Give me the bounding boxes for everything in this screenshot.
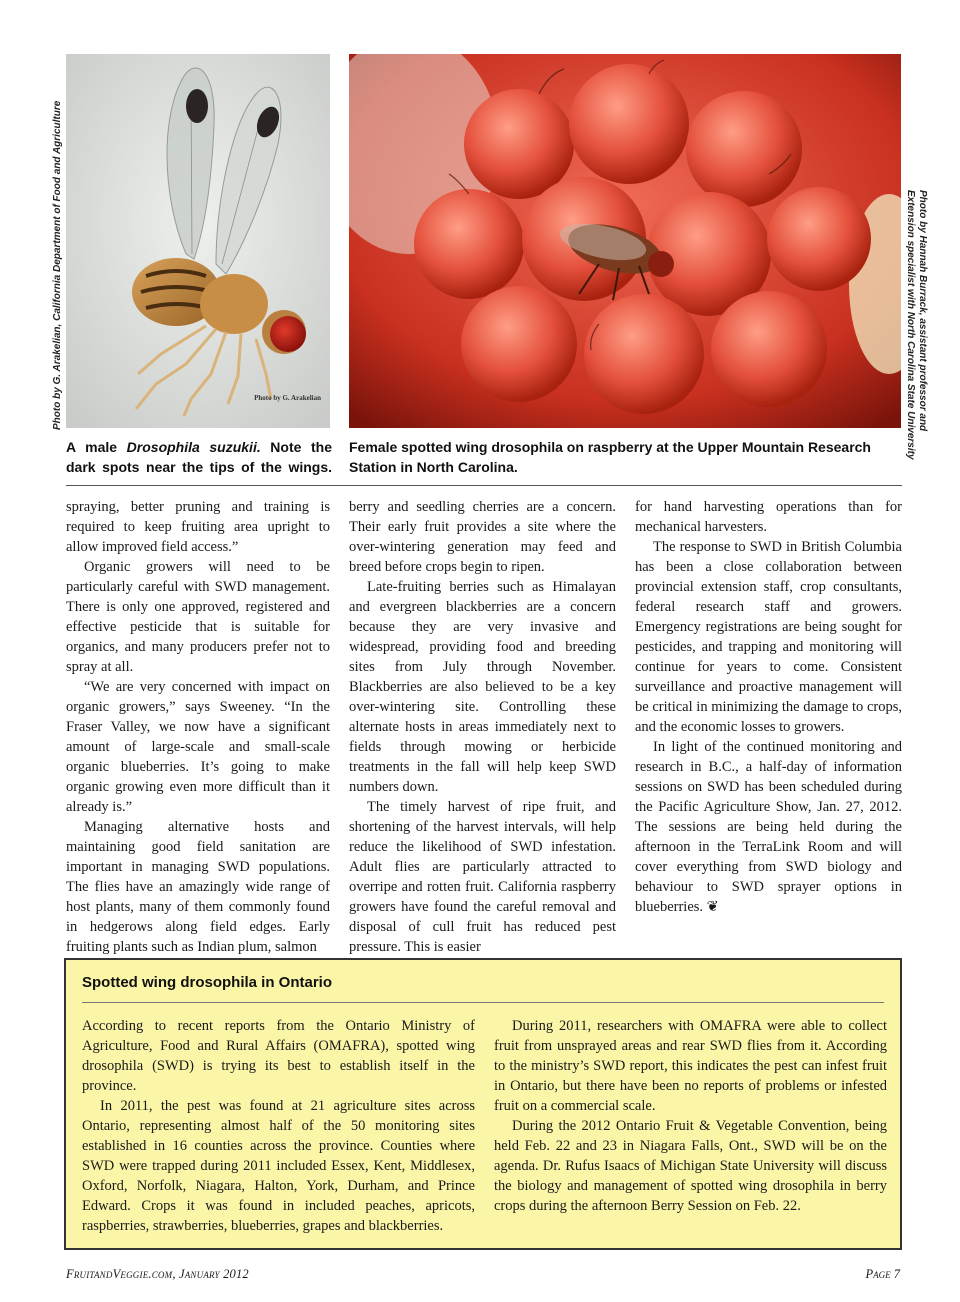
caption-left-text-2: Note the dark spots near the tips of the wings. bbox=[66, 439, 332, 475]
paragraph: Late-fruiting berries such as Himalayan and evergreen blackberries are a concern because they are very invasive and widespread, providing food and breeding sites from July through November. Blackberries are also believed to be a key over-wintering site. Controlling these alternate hosts in areas immediately next to fields through mowing or herbicide treatments in the fall will help keep SWD numbers down. bbox=[349, 579, 616, 795]
caption-left-text: A male bbox=[66, 439, 127, 455]
paragraph: berry and seedling cherries are a concern. Their early fruit provides a site where the over-wintering generation may feed and breed before crops begin to ripen. bbox=[349, 499, 616, 575]
paragraph: Managing alternative hosts and maintaining good field sanitation are important in managing SWD populations. The flies have an amazingly wide range of host plants, many of them commonly found in hedgerows along field edges. Early fruiting plants such as Indian plum, salmon bbox=[66, 819, 330, 955]
paragraph: In 2011, the pest was found at 21 agriculture sites across Ontario, representing almost half of the 50 monitoring sites established in 16 counties across the province. Counties where SWD were trapped during 2011 included Essex, Kent, Middlesex, Oxford, Norfolk, Niagara, Halton, York, Durham, and Prince Edward. Crops it was found in included peaches, apricots, raspberries, strawberries, blueberries, grapes and blackberries. bbox=[82, 1098, 475, 1234]
caption-female-fly: Female spotted wing drosophila on raspberry at the Upper Mountain Research Station in North Carolina. bbox=[349, 439, 871, 475]
paragraph: According to recent reports from the Ontario Ministry of Agriculture, Food and Rural Affairs (OMAFRA), spotted wing drosophila (SWD) is trying its best to establish itself in the province. bbox=[82, 1018, 475, 1094]
caption-divider bbox=[66, 485, 902, 486]
caption-male-fly bbox=[66, 437, 332, 477]
fly-photo bbox=[66, 54, 330, 428]
caption-left-species: Drosophila suzukii. bbox=[126, 439, 261, 455]
paragraph: Organic growers will need to be particularly careful with SWD management. There is only one approved, registered and effective pesticide that is suitable for organics, and many producers prefer not to spray at all. bbox=[66, 559, 330, 675]
wing-spot-back bbox=[186, 89, 208, 123]
photo-credit-right bbox=[904, 190, 928, 460]
raspberry-photo bbox=[349, 54, 901, 428]
paragraph: The timely harvest of ripe fruit, and shortening of the harvest intervals, will help reduce the likelihood of SWD infestation. Adult flies are particularly attracted to overripe and rotten fruit. California raspberry growers have found the careful removal and disposal of cull fruit has reduced pest pressure. This is easier bbox=[349, 799, 616, 955]
article-column-2 bbox=[349, 497, 616, 957]
page-number: Page 7 bbox=[865, 1267, 900, 1281]
paragraph: In light of the continued monitoring and research in B.C., a half-day of information sessions on SWD has been scheduled during the Pacific Agriculture Show, Jan. 27, 2012. The sessions are being held during the afternoon in the TerraLink Room and will cover everything from SWD biology and behaviour to SWD sprayer options in blueberries. ❦ bbox=[635, 739, 902, 915]
paragraph: for hand harvesting operations than for mechanical harvesters. bbox=[635, 499, 902, 535]
photo-credit-left: Photo by G. Arakelian, California Department of Food and Agriculture bbox=[52, 100, 63, 430]
photo-watermark: Photo by G. Arakelian bbox=[254, 394, 321, 402]
photo-credit-right-line2: Extension specialist with North Carolina State University bbox=[905, 190, 916, 460]
sidebar-divider bbox=[82, 1002, 884, 1003]
article-column-3 bbox=[635, 497, 902, 917]
footer-publication: FruitandVeggie.com, January 2012 bbox=[66, 1267, 249, 1281]
paragraph: The response to SWD in British Columbia has been a close collaboration between provincial extension staff, crop consultants, federal research staff and growers. Emergency registrations are being sought for pesticides, and trapping and monitoring will continue for years to come. Consistent surveillance and proactive management will be critical in minimizing the damage to crops, and the economic losses to growers. bbox=[635, 539, 902, 735]
ontario-sidebar bbox=[64, 958, 902, 1250]
sidebar-title: Spotted wing drosophila in Ontario bbox=[82, 974, 332, 991]
paragraph: “We are very concerned with impact on organic growers,” says Sweeney. “In the Fraser Valley, we now have a significant amount of large-scale and small-scale organic blueberries. It’s going to make organic growing even more difficult than it already is.” bbox=[66, 679, 330, 815]
article-column-1 bbox=[66, 497, 330, 957]
fly-eye bbox=[270, 316, 306, 352]
photo-credit-right-line1: Photo by Hannah Burrack, assistant professor and bbox=[917, 190, 928, 432]
sidebar-column-1 bbox=[82, 1016, 475, 1236]
raspberry-illustration bbox=[349, 54, 901, 428]
sidebar-column-2 bbox=[494, 1016, 887, 1216]
fly-illustration bbox=[66, 54, 330, 428]
paragraph: During 2011, researchers with OMAFRA were able to collect fruit from unsprayed areas and rear SWD flies from it. According to the ministry’s SWD report, this indicates the pest can infest fruit in Ontario, but there have been no reports of problems or infested fruit on a commercial scale. bbox=[494, 1018, 887, 1114]
fly-thorax bbox=[200, 274, 268, 334]
paragraph: During the 2012 Ontario Fruit & Vegetable Convention, being held Feb. 22 and 23 in Niagara Falls, Ont., SWD will be on the agenda. Dr. Rufus Isaacs of Michigan State University will discuss the biology and management of spotted wing drosophila in berry crops during the afternoon Berry Session on Feb. 22. bbox=[494, 1118, 887, 1214]
paragraph: spraying, better pruning and training is required to keep fruiting area upright to allow improved field access.” bbox=[66, 499, 330, 555]
